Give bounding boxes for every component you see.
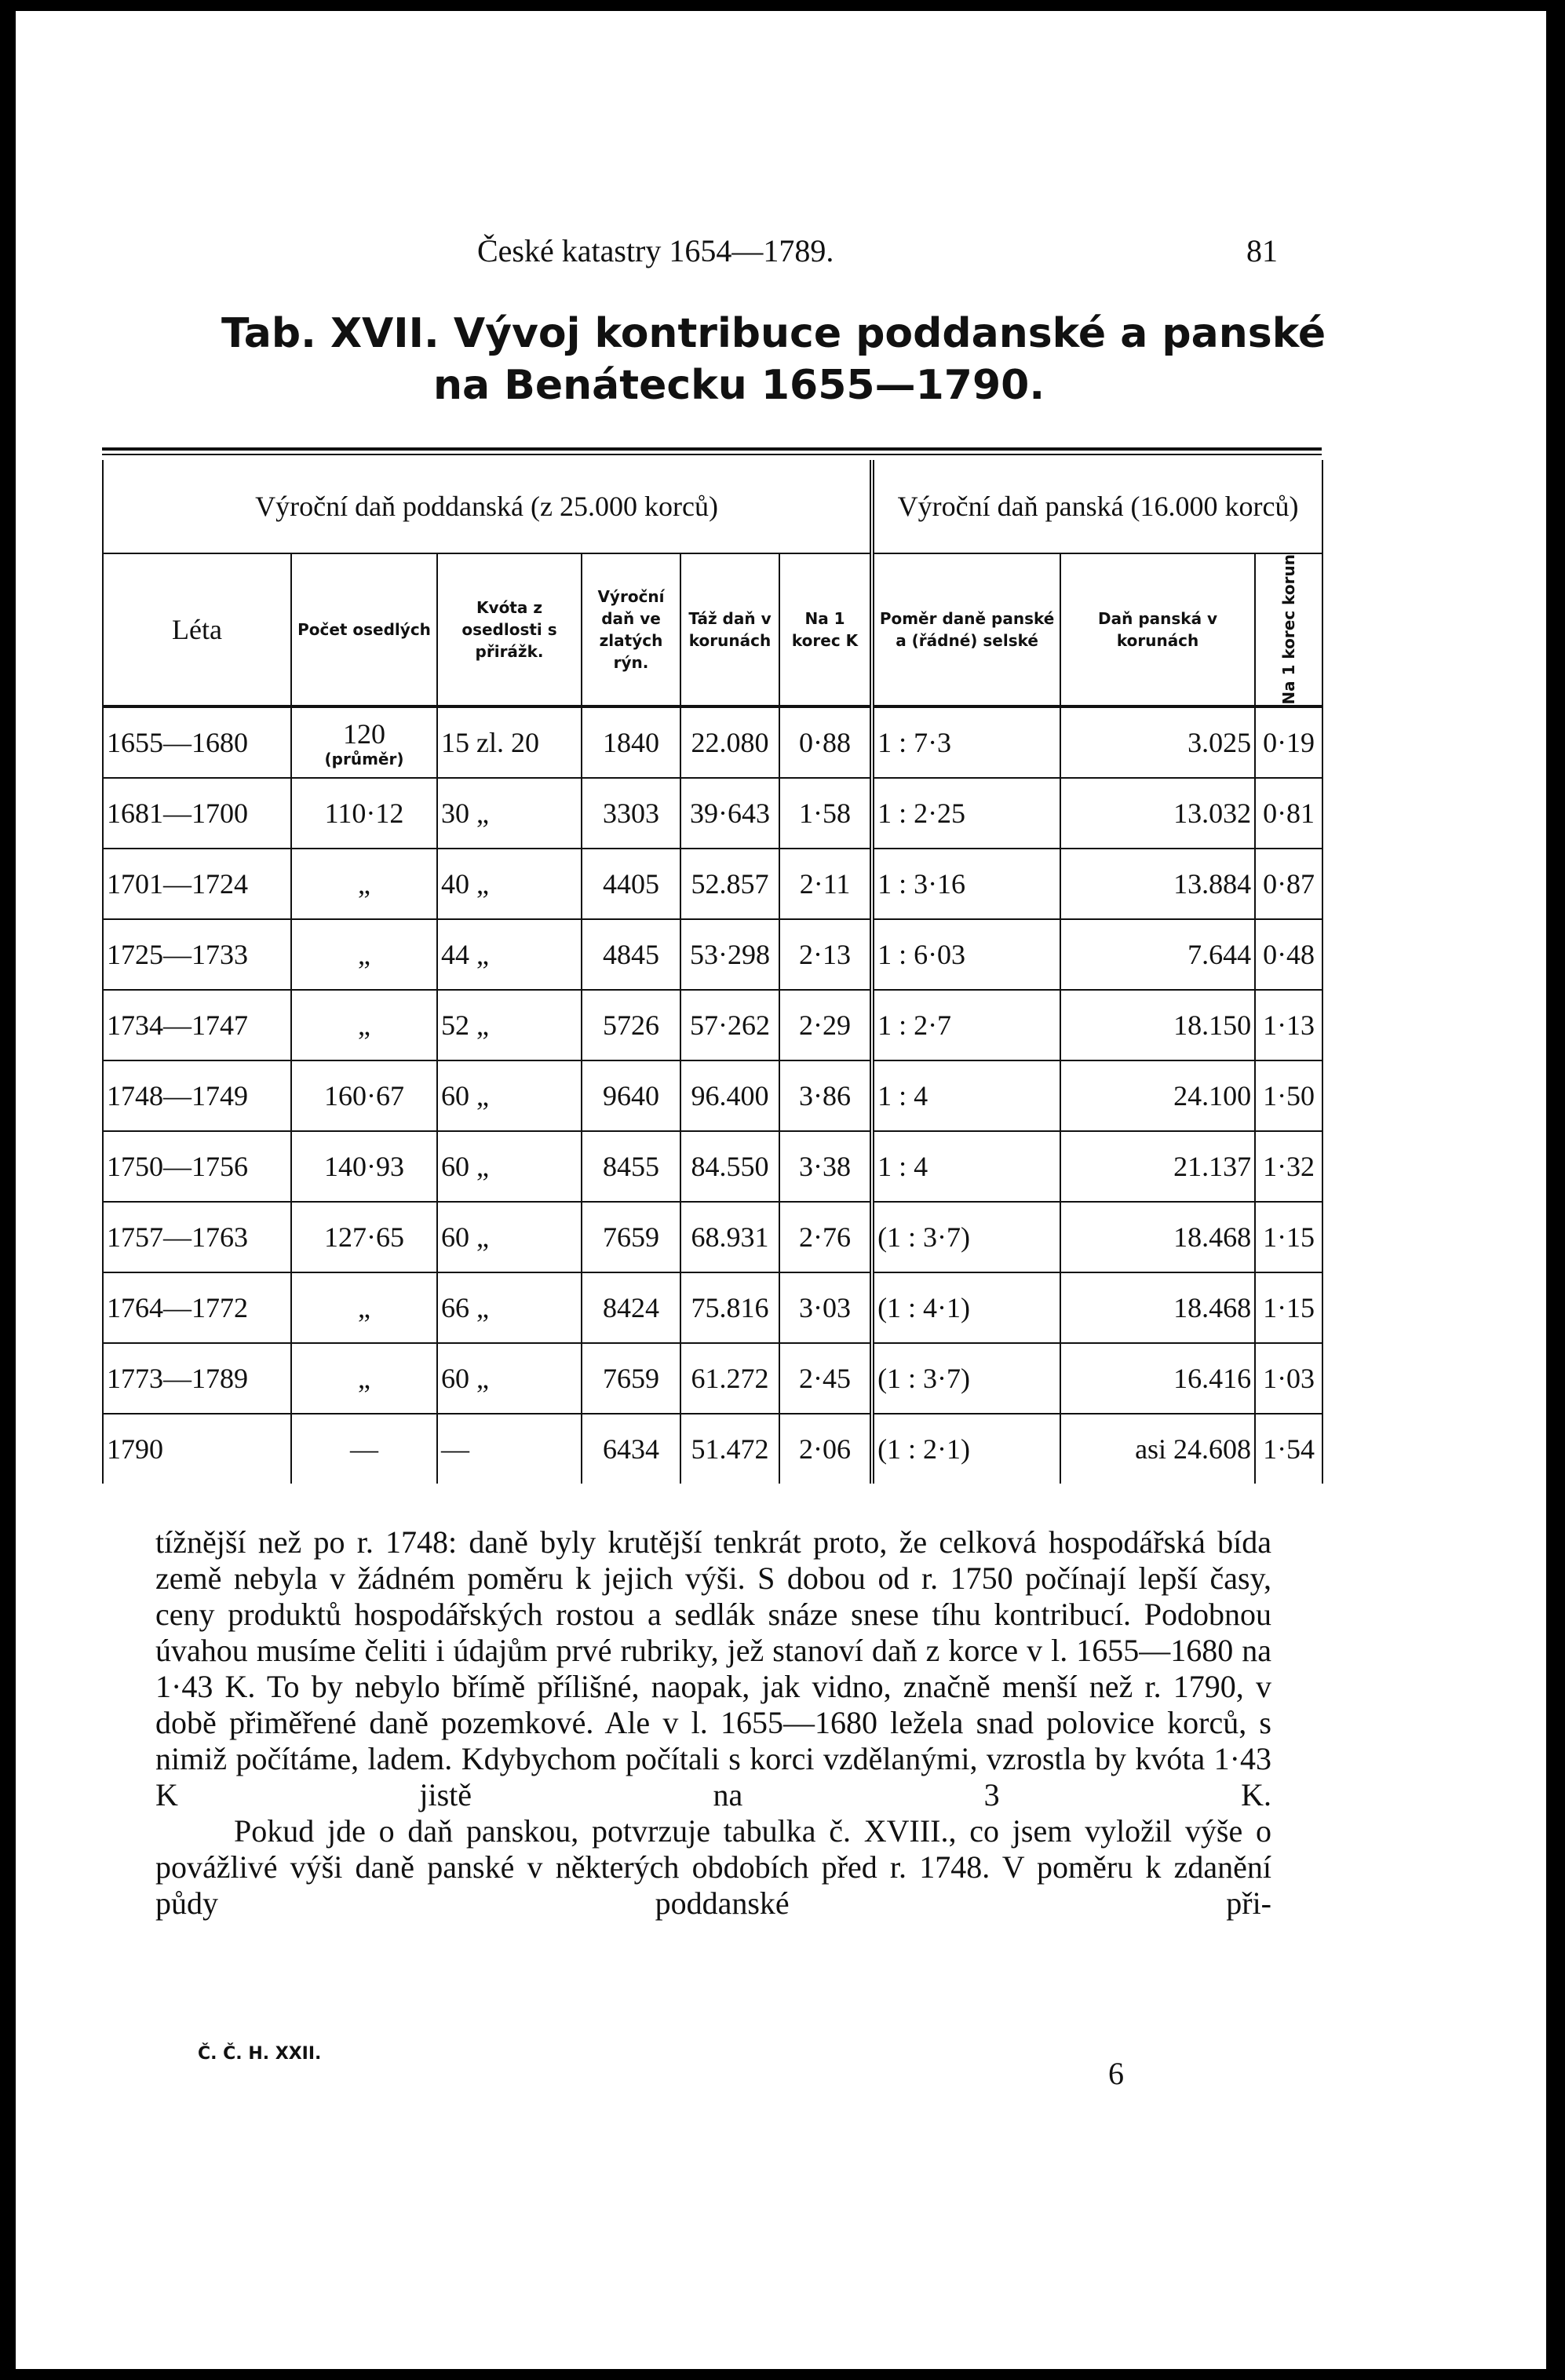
cell-settled-note: (průměr) <box>324 749 404 768</box>
cell-annual-tax-fl-value: 3303 <box>603 797 659 829</box>
cell-tax-crowns <box>680 1131 779 1202</box>
col-header-quota: Kvóta z osedlosti s přirážk. <box>437 553 582 706</box>
cell-settled <box>291 1272 437 1343</box>
cell-quota-value: — <box>441 1433 469 1465</box>
top-rule-thin <box>102 454 1322 455</box>
sheet-number: 6 <box>1108 2056 1124 2091</box>
cell-settled-value: 127·65 <box>324 1221 404 1253</box>
cell-manorial-crowns <box>1060 1060 1255 1131</box>
col-header-years: Léta <box>103 553 291 706</box>
cell-per-korec <box>779 919 872 990</box>
cell-per-korec-value: 3·86 <box>799 1079 852 1112</box>
cell-ratio <box>872 706 1060 778</box>
cell-tax-crowns-value: 52.857 <box>691 867 769 900</box>
cell-years <box>103 706 291 778</box>
cell-quota <box>437 1414 582 1484</box>
cell-per-korec-manorial <box>1255 1343 1322 1414</box>
cell-quota-value: 60 „ <box>441 1362 489 1394</box>
cell-ratio <box>872 1131 1060 1202</box>
cell-manorial-crowns-value: 21.137 <box>1173 1150 1252 1182</box>
cell-manorial-crowns <box>1060 1343 1255 1414</box>
cell-annual-tax-fl-value: 4845 <box>603 938 659 970</box>
cell-years <box>103 1060 291 1131</box>
cell-settled <box>291 706 437 778</box>
cell-ratio <box>872 1272 1060 1343</box>
cell-ratio <box>872 778 1060 849</box>
cell-ratio-value: (1 : 3·7) <box>877 1221 971 1253</box>
cell-settled <box>291 1343 437 1414</box>
cell-tax-crowns-value: 68.931 <box>691 1221 769 1253</box>
table-row <box>103 1272 1322 1343</box>
cell-ratio-value: 1 : 3·16 <box>877 867 966 900</box>
cell-manorial-crowns <box>1060 849 1255 919</box>
cell-years-value: 1655—1680 <box>107 726 248 758</box>
cell-annual-tax-fl <box>582 1202 680 1272</box>
cell-per-korec <box>779 990 872 1060</box>
cell-years-value: 1701—1724 <box>107 867 248 900</box>
running-head-title: České katastry 1654—1789. <box>477 233 834 268</box>
cell-settled-value: 140·93 <box>324 1150 404 1182</box>
group-header-row <box>103 460 1322 553</box>
cell-per-korec-manorial <box>1255 778 1322 849</box>
cell-years-value: 1725—1733 <box>107 938 248 970</box>
cell-manorial-crowns-value: asi 24.608 <box>1135 1433 1252 1465</box>
cell-per-korec-value: 2·76 <box>799 1221 852 1253</box>
cell-per-korec <box>779 1343 872 1414</box>
cell-settled-value: 120 <box>343 717 385 750</box>
cell-annual-tax-fl-value: 8455 <box>603 1150 659 1182</box>
cell-ratio-value: 1 : 2·7 <box>877 1009 952 1041</box>
cell-quota <box>437 1343 582 1414</box>
cell-per-korec-manorial-value: 1·13 <box>1263 1009 1315 1041</box>
cell-per-korec <box>779 778 872 849</box>
cell-annual-tax-fl <box>582 990 680 1060</box>
cell-annual-tax-fl-value: 5726 <box>603 1009 659 1041</box>
cell-years-value: 1790 <box>107 1433 163 1465</box>
cell-annual-tax-fl-value: 7659 <box>603 1221 659 1253</box>
cell-ratio <box>872 1343 1060 1414</box>
cell-tax-crowns-value: 84.550 <box>691 1150 769 1182</box>
paragraph-1: tížnější než po r. 1748: daně byly krutější tenkrát proto, že celková hospodářská bída země nebyla v žádném poměru k jejich výši. S dobou od r. 1750 počínají lepší časy, ceny produktů hospodářských rostou a sedlák snáze snese tíhu kontribucí. Podobnou úvahou musíme čeliti i údajům prvé rubriky, jež stanoví daň z korce v l. 1655—1680 na 1·43 K. To by nebylo břímě přílišné, naopak, jak vidno, značně menší než r. 1790, v době přiměřené daně pozemkové. Ale v l. 1655—1680 ležela snad polovice korců, s nimiž počítáme, ladem. Kdybychom počítali s korci vzdělanými, vzrostla by kvóta 1·43 K jistě na 3 K. <box>155 1524 1271 1812</box>
cell-years-value: 1764—1772 <box>107 1291 248 1323</box>
cell-quota-value: 44 „ <box>441 938 489 970</box>
cell-settled <box>291 919 437 990</box>
cell-per-korec-manorial <box>1255 1272 1322 1343</box>
cell-manorial-crowns-value: 3.025 <box>1187 726 1252 758</box>
cell-per-korec <box>779 1131 872 1202</box>
table-row <box>103 1343 1322 1414</box>
cell-per-korec-manorial <box>1255 706 1322 778</box>
cell-settled <box>291 990 437 1060</box>
cell-per-korec-value: 2·13 <box>799 938 852 970</box>
table-title <box>221 308 1326 411</box>
vertical-header-text: Na 1 korec korun <box>1279 554 1299 705</box>
cell-quota <box>437 919 582 990</box>
cell-tax-crowns-value: 53·298 <box>690 938 770 970</box>
cell-years <box>103 1202 291 1272</box>
cell-settled <box>291 849 437 919</box>
cell-manorial-crowns-value: 13.884 <box>1173 867 1252 900</box>
cell-ratio-value: (1 : 4·1) <box>877 1291 971 1323</box>
cell-years <box>103 849 291 919</box>
cell-ratio-value: 1 : 6·03 <box>877 938 966 970</box>
cell-tax-crowns <box>680 990 779 1060</box>
cell-quota-value: 66 „ <box>441 1291 489 1323</box>
table-row <box>103 1202 1322 1272</box>
cell-years <box>103 1131 291 1202</box>
cell-settled <box>291 1060 437 1131</box>
sheet-signature: Č. Č. H. XXII. <box>198 2044 322 2064</box>
group-subject-tax: Výroční daň poddanská (z 25.000 korců) <box>103 460 872 553</box>
cell-annual-tax-fl-value: 9640 <box>603 1079 659 1112</box>
cell-per-korec-manorial-value: 0·48 <box>1263 938 1315 970</box>
cell-settled-value: 160·67 <box>324 1079 404 1112</box>
cell-quota <box>437 1202 582 1272</box>
table-title-line1: Tab. XVII. Vývoj kontribuce poddanské a panské <box>221 310 1326 357</box>
cell-ratio <box>872 1060 1060 1131</box>
cell-manorial-crowns <box>1060 1202 1255 1272</box>
cell-annual-tax-fl-value: 6434 <box>603 1433 659 1465</box>
cell-annual-tax-fl <box>582 919 680 990</box>
cell-quota-value: 40 „ <box>441 867 489 900</box>
cell-tax-crowns <box>680 849 779 919</box>
cell-tax-crowns <box>680 706 779 778</box>
cell-quota <box>437 1131 582 1202</box>
cell-quota-value: 60 „ <box>441 1221 489 1253</box>
col-header-annual-tax-fl: Výroční daň ve zlatých rýn. <box>582 553 680 706</box>
table-row <box>103 1060 1322 1131</box>
cell-settled-value: „ <box>358 1291 370 1323</box>
contribution-table <box>102 460 1323 1484</box>
cell-per-korec <box>779 1060 872 1131</box>
cell-manorial-crowns-value: 24.100 <box>1173 1079 1252 1112</box>
cell-years <box>103 778 291 849</box>
cell-per-korec-manorial-value: 1·50 <box>1263 1079 1315 1112</box>
table-row <box>103 919 1322 990</box>
cell-years-value: 1748—1749 <box>107 1079 248 1112</box>
col-header-per-korec-manorial <box>1255 553 1322 706</box>
cell-tax-crowns <box>680 778 779 849</box>
cell-quota <box>437 1272 582 1343</box>
cell-tax-crowns-value: 51.472 <box>691 1433 769 1465</box>
col-header-manorial-crowns: Daň panská v korunách <box>1060 553 1255 706</box>
cell-per-korec-value: 0·88 <box>799 726 852 758</box>
table-row <box>103 990 1322 1060</box>
cell-annual-tax-fl-value: 7659 <box>603 1362 659 1394</box>
cell-manorial-crowns-value: 16.416 <box>1173 1362 1252 1394</box>
cell-manorial-crowns <box>1060 990 1255 1060</box>
cell-annual-tax-fl <box>582 1131 680 1202</box>
cell-per-korec-value: 2·29 <box>799 1009 852 1041</box>
cell-settled-value: „ <box>358 1362 370 1394</box>
top-rule <box>102 447 1322 451</box>
cell-tax-crowns-value: 75.816 <box>691 1291 769 1323</box>
cell-tax-crowns-value: 39·643 <box>690 797 770 829</box>
cell-manorial-crowns <box>1060 778 1255 849</box>
cell-manorial-crowns <box>1060 1272 1255 1343</box>
cell-ratio-value: (1 : 3·7) <box>877 1362 971 1394</box>
cell-manorial-crowns-value: 7.644 <box>1187 938 1252 970</box>
cell-ratio <box>872 1202 1060 1272</box>
cell-ratio-value: 1 : 2·25 <box>877 797 966 829</box>
cell-annual-tax-fl <box>582 1343 680 1414</box>
table-row <box>103 849 1322 919</box>
cell-manorial-crowns-value: 18.468 <box>1173 1291 1252 1323</box>
cell-settled <box>291 1131 437 1202</box>
cell-per-korec-manorial-value: 1·54 <box>1263 1433 1315 1465</box>
cell-per-korec-value: 2·06 <box>799 1433 852 1465</box>
page <box>16 11 1546 2369</box>
cell-annual-tax-fl <box>582 849 680 919</box>
cell-quota-value: 60 „ <box>441 1150 489 1182</box>
cell-manorial-crowns <box>1060 919 1255 990</box>
cell-per-korec-manorial <box>1255 849 1322 919</box>
cell-settled-value: — <box>350 1433 378 1465</box>
cell-ratio <box>872 919 1060 990</box>
cell-tax-crowns <box>680 1060 779 1131</box>
group-manorial-tax: Výroční daň panská (16.000 korců) <box>872 460 1322 553</box>
cell-per-korec-manorial <box>1255 919 1322 990</box>
cell-years <box>103 990 291 1060</box>
cell-ratio-value: 1 : 7·3 <box>877 726 952 758</box>
cell-per-korec-value: 2·45 <box>799 1362 852 1394</box>
table-row <box>103 1414 1322 1484</box>
cell-years <box>103 1343 291 1414</box>
cell-annual-tax-fl <box>582 1272 680 1343</box>
cell-manorial-crowns-value: 18.468 <box>1173 1221 1252 1253</box>
cell-years-value: 1734—1747 <box>107 1009 248 1041</box>
cell-manorial-crowns-value: 13.032 <box>1173 797 1252 829</box>
cell-per-korec-manorial <box>1255 1060 1322 1131</box>
cell-quota <box>437 1060 582 1131</box>
cell-per-korec <box>779 706 872 778</box>
cell-manorial-crowns <box>1060 1131 1255 1202</box>
cell-settled <box>291 1414 437 1484</box>
cell-tax-crowns <box>680 1343 779 1414</box>
cell-settled-value: „ <box>358 1009 370 1041</box>
cell-years-value: 1750—1756 <box>107 1150 248 1182</box>
cell-years <box>103 1272 291 1343</box>
cell-annual-tax-fl <box>582 1414 680 1484</box>
cell-quota-value: 52 „ <box>441 1009 489 1041</box>
cell-years <box>103 1414 291 1484</box>
table-row <box>103 778 1322 849</box>
cell-tax-crowns-value: 22.080 <box>691 726 769 758</box>
col-header-tax-crowns: Táž daň v korunách <box>680 553 779 706</box>
cell-tax-crowns-value: 57·262 <box>690 1009 770 1041</box>
cell-ratio <box>872 990 1060 1060</box>
cell-years-value: 1773—1789 <box>107 1362 248 1394</box>
col-header-settled: Počet osedlých <box>291 553 437 706</box>
cell-quota <box>437 990 582 1060</box>
cell-quota <box>437 849 582 919</box>
cell-ratio-value: 1 : 4 <box>877 1079 928 1112</box>
cell-per-korec-manorial-value: 1·15 <box>1263 1221 1315 1253</box>
table-row <box>103 706 1322 778</box>
cell-tax-crowns <box>680 1202 779 1272</box>
cell-ratio-value: (1 : 2·1) <box>877 1433 971 1465</box>
body-text <box>155 1524 1271 1922</box>
cell-settled <box>291 1202 437 1272</box>
cell-ratio <box>872 1414 1060 1484</box>
page-number: 81 <box>1246 233 1278 268</box>
paragraph-2: Pokud jde o daň panskou, potvrzuje tabulka č. XVIII., co jsem vyložil výše o povážlivé výši daně panské v některých obdobích před r. 1748. V poměru k zdanění půdy poddanské při- <box>155 1813 1271 1921</box>
cell-quota-value: 60 „ <box>441 1079 489 1112</box>
cell-manorial-crowns-value: 18.150 <box>1173 1009 1252 1041</box>
cell-quota-value: 15 zl. 20 <box>441 726 539 758</box>
cell-manorial-crowns <box>1060 1414 1255 1484</box>
col-header-per-korec: Na 1 korec K <box>779 553 872 706</box>
cell-quota <box>437 706 582 778</box>
cell-tax-crowns <box>680 1272 779 1343</box>
cell-per-korec-manorial <box>1255 990 1322 1060</box>
cell-per-korec <box>779 1414 872 1484</box>
cell-per-korec-manorial-value: 1·32 <box>1263 1150 1315 1182</box>
cell-per-korec-manorial <box>1255 1414 1322 1484</box>
cell-ratio <box>872 849 1060 919</box>
cell-annual-tax-fl <box>582 1060 680 1131</box>
cell-years-value: 1681—1700 <box>107 797 248 829</box>
cell-quota <box>437 778 582 849</box>
table-title-line2: na Benátecku 1655—1790. <box>433 362 1045 409</box>
cell-per-korec-manorial-value: 0·19 <box>1263 726 1315 758</box>
cell-ratio-value: 1 : 4 <box>877 1150 928 1182</box>
cell-per-korec-value: 1·58 <box>799 797 852 829</box>
cell-settled-value: „ <box>358 938 370 970</box>
column-header-row <box>103 553 1322 706</box>
cell-tax-crowns-value: 61.272 <box>691 1362 769 1394</box>
cell-per-korec <box>779 1202 872 1272</box>
cell-per-korec-manorial-value: 1·15 <box>1263 1291 1315 1323</box>
cell-tax-crowns <box>680 919 779 990</box>
cell-manorial-crowns <box>1060 706 1255 778</box>
col-header-ratio: Poměr daně panské a (řádné) selské <box>872 553 1060 706</box>
cell-tax-crowns-value: 96.400 <box>691 1079 769 1112</box>
cell-per-korec-manorial-value: 0·81 <box>1263 797 1315 829</box>
cell-annual-tax-fl-value: 8424 <box>603 1291 659 1323</box>
cell-per-korec <box>779 1272 872 1343</box>
cell-tax-crowns <box>680 1414 779 1484</box>
cell-per-korec-manorial-value: 0·87 <box>1263 867 1315 900</box>
cell-quota-value: 30 „ <box>441 797 489 829</box>
cell-per-korec-manorial <box>1255 1202 1322 1272</box>
cell-years-value: 1757—1763 <box>107 1221 248 1253</box>
cell-annual-tax-fl-value: 4405 <box>603 867 659 900</box>
cell-annual-tax-fl <box>582 706 680 778</box>
cell-per-korec-value: 3·38 <box>799 1150 852 1182</box>
cell-annual-tax-fl <box>582 778 680 849</box>
cell-per-korec <box>779 849 872 919</box>
cell-settled-value: „ <box>358 867 370 900</box>
cell-per-korec-manorial-value: 1·03 <box>1263 1362 1315 1394</box>
cell-settled-value: 110·12 <box>324 797 404 829</box>
cell-per-korec-manorial <box>1255 1131 1322 1202</box>
table-row <box>103 1131 1322 1202</box>
cell-years <box>103 919 291 990</box>
cell-settled <box>291 778 437 849</box>
cell-per-korec-value: 3·03 <box>799 1291 852 1323</box>
cell-per-korec-value: 2·11 <box>799 867 851 900</box>
cell-annual-tax-fl-value: 1840 <box>603 726 659 758</box>
